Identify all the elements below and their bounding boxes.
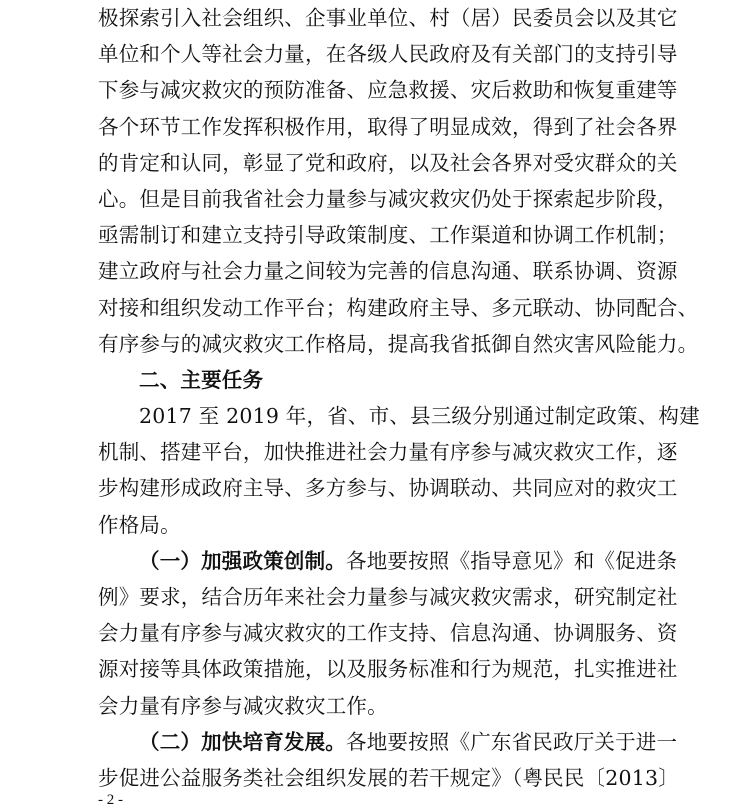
text-line: 步构建形成政府主导、多方参与、协调联动、共同应对的救灾工: [98, 476, 678, 501]
text-line: 的肯定和认同，彰显了党和政府，以及社会各界对受灾群众的关: [98, 150, 678, 175]
item-text: 各地要按照《广东省民政厅关于进一: [346, 729, 678, 754]
item-policy-creation: [98, 543, 678, 724]
text-line: 例》要求，结合历年来社会力量参与减灾救灾需求，研究制定社: [98, 585, 678, 609]
text-line: 对接和组织发动工作平台；构建政府主导、多元联动、协同配合、: [98, 295, 699, 320]
text-line: 亟需制订和建立支持引导政策制度、工作渠道和协调工作机制；: [98, 223, 678, 248]
text-line: 单位和个人等社会力量，在各级人民政府及有关部门的支持引导: [98, 42, 678, 67]
text-line: [98, 724, 678, 760]
section-heading-main-tasks: 二、主要任务: [139, 367, 264, 392]
paragraph-main-tasks: [98, 398, 700, 543]
document-page: [98, 0, 700, 796]
text-line: 有序参与的减灾救灾工作格局，提高我省抵御自然灾害风险能力。: [98, 331, 699, 356]
text-line: 建立政府与社会力量之间较为完善的信息沟通、联系协调、资源: [98, 259, 678, 284]
text-line: 下参与减灾救灾的预防准备、应急救援、灾后救助和恢复重建等: [98, 78, 678, 103]
item-text: 各地要按照《指导意见》和《促进条: [346, 548, 678, 573]
text-line: 作格局。: [98, 512, 181, 537]
text-line: [98, 543, 678, 579]
text-line: 会力量有序参与减灾救灾的工作支持、信息沟通、协调服务、资: [98, 621, 678, 646]
text-line: 源对接等具体政策措施，以及服务标准和行为规范，扎实推进社: [98, 657, 678, 682]
item-title: （一）加强政策创制。: [139, 548, 346, 573]
paragraph-social-forces-background: [98, 0, 699, 362]
text-line: 各个环节工作发挥积极作用，取得了明显成效，得到了社会各界: [98, 114, 678, 139]
text-line: 会力量有序参与减灾救灾工作。: [98, 693, 388, 718]
text-line: 极探索引入社会组织、企事业单位、村（居）民委员会以及其它: [98, 6, 678, 30]
text-line: 步促进公益服务类社会组织发展的若干规定》（粤民民〔2013〕: [98, 765, 679, 790]
text-line: 心。但是目前我省社会力量参与减灾救灾仍处于探索起步阶段，: [98, 186, 678, 211]
text-line: 机制、搭建平台，加快推进社会力量有序参与减灾救灾工作，逐: [98, 440, 678, 465]
item-cultivation-development: [98, 724, 679, 796]
page-number: - 2 -: [98, 792, 123, 808]
item-title: （二）加快培育发展。: [139, 729, 346, 754]
text-line: 2017 至 2019 年，省、市、县三级分别通过制定政策、构建: [139, 404, 700, 429]
